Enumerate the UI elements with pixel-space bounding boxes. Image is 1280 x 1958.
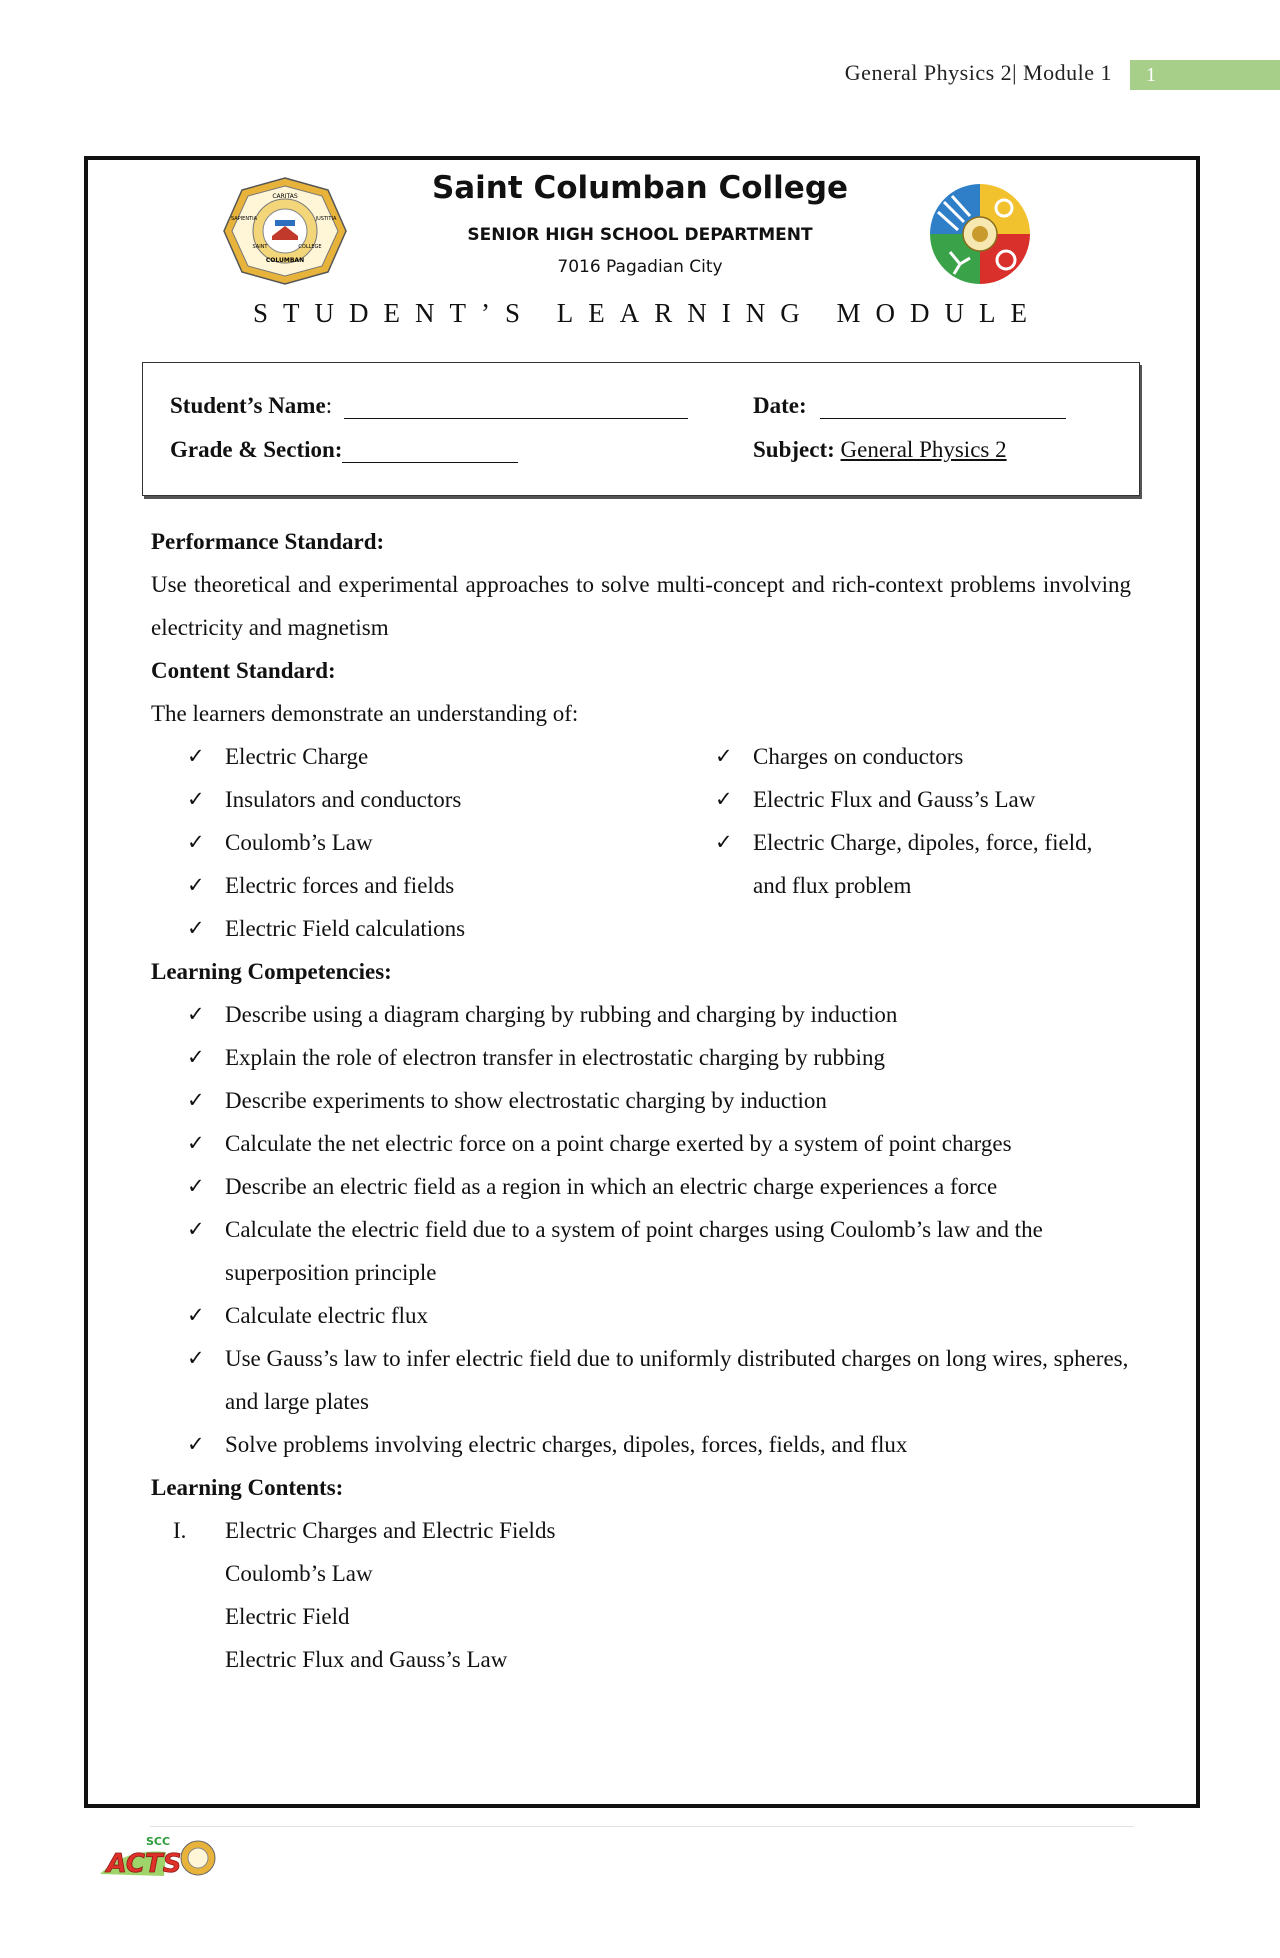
list-item: ✓ Solve problems involving electric charges, dipoles, forces, fields, and flux: [151, 1423, 1131, 1466]
content-standard-intro: The learners demonstrate an understanding of:: [151, 701, 579, 726]
checkmark-icon: ✓: [187, 1088, 205, 1112]
checkmark-icon: ✓: [715, 830, 733, 854]
list-item: ✓ Electric forces and fields: [151, 864, 679, 907]
student-name-label: Student’s Name: [170, 393, 326, 418]
scc-acts-logo: [96, 1832, 218, 1880]
seal-text-right: JUSTITIA: [315, 216, 337, 222]
footer-logo-small-text: SCC: [145, 1835, 171, 1848]
list-item: ✓ Describe experiments to show electrostatic charging by induction: [151, 1079, 1131, 1122]
checkmark-icon: ✓: [187, 916, 205, 940]
list-item: ✓ Explain the role of electron transfer in electrostatic charging by rubbing: [151, 1036, 1131, 1079]
checkmark-icon: ✓: [187, 1045, 205, 1069]
page-number: 1: [1130, 60, 1280, 90]
checkmark-icon: ✓: [187, 1002, 205, 1026]
content-standard-list: [151, 735, 1131, 950]
school-address: 7016 Pagadian City: [557, 257, 723, 277]
learning-contents-title: Learning Contents:: [151, 1475, 344, 1500]
grade-section-row: [170, 437, 518, 463]
performance-standard-title: Performance Standard:: [151, 529, 385, 554]
checkmark-icon: ✓: [187, 873, 205, 897]
grade-section-label: Grade & Section:: [170, 437, 343, 462]
checkmark-icon: ✓: [187, 1217, 205, 1241]
learning-contents-subtopic: Coulomb’s Law: [225, 1561, 373, 1586]
list-item: ✓ Use Gauss’s law to infer electric field due to uniformly distributed charges on long wires, spheres, and large plates: [151, 1337, 1131, 1423]
learning-contents-subtopic: Electric Flux and Gauss’s Law: [225, 1647, 508, 1672]
checkmark-icon: ✓: [715, 744, 733, 768]
seal-text-top: CARITAS: [272, 193, 298, 200]
content-standard-right-column: [679, 735, 1119, 950]
list-item: ✓ Coulomb’s Law: [151, 821, 679, 864]
student-name-separator: :: [325, 393, 333, 418]
learning-competencies-list: [151, 993, 1131, 1466]
list-item: ✓ Electric Charge, dipoles, force, field, and flux problem: [679, 821, 1119, 907]
list-item: ✓ Electric Field calculations: [151, 907, 679, 950]
checkmark-icon: ✓: [187, 830, 205, 854]
seal-text-inner: SAINT: [252, 244, 268, 250]
list-item: ✓ Electric Flux and Gauss’s Law: [679, 778, 1119, 821]
checkmark-icon: ✓: [187, 1303, 205, 1327]
running-header: General Physics 2| Module 1: [844, 60, 1112, 85]
roman-numeral: I.: [173, 1518, 187, 1543]
list-item: ✓ Calculate the electric field due to a system of point charges using Coulomb’s law and the superposition principle: [151, 1208, 1131, 1294]
list-item: ✓ Calculate the net electric force on a point charge exerted by a system of point charges: [151, 1122, 1131, 1165]
checkmark-icon: ✓: [187, 787, 205, 811]
department-name: SENIOR HIGH SCHOOL DEPARTMENT: [467, 225, 813, 245]
seal-text-bottom: COLUMBAN: [265, 257, 305, 264]
learning-contents-subtopic: Electric Field: [225, 1604, 350, 1629]
date-row: [753, 393, 1066, 419]
seal-text-left: SAPIENTIA: [230, 216, 258, 222]
date-label: Date:: [753, 393, 807, 418]
subject-label: Subject:: [753, 437, 835, 462]
list-item: ✓ Describe using a diagram charging by rubbing and charging by induction: [151, 993, 1131, 1036]
learning-competencies-title: Learning Competencies:: [151, 959, 392, 984]
subject-row: [753, 437, 1007, 463]
list-item: ✓ Charges on conductors: [679, 735, 1119, 778]
list-item: ✓ Describe an electric field as a region in which an electric charge experiences a force: [151, 1165, 1131, 1208]
checkmark-icon: ✓: [187, 1432, 205, 1456]
footer-logo-text: ACTS: [106, 1849, 182, 1879]
footer-divider: [150, 1826, 1134, 1827]
list-item: ✓ Electric Charge: [151, 735, 679, 778]
checkmark-icon: ✓: [187, 1346, 205, 1370]
student-info-box: [142, 362, 1140, 496]
checkmark-icon: ✓: [715, 787, 733, 811]
checkmark-icon: ✓: [187, 1131, 205, 1155]
performance-standard-text: Use theoretical and experimental approaches to solve multi-concept and rich-context problems involving electricity and magnetism: [151, 572, 1131, 640]
student-name-row: [170, 393, 688, 419]
list-item: ✓ Calculate electric flux: [151, 1294, 1131, 1337]
module-title: STUDENT’S LEARNING MODULE: [253, 298, 1042, 328]
learning-contents-main-topic: I. Electric Charges and Electric Fields: [151, 1509, 1131, 1552]
checkmark-icon: ✓: [187, 744, 205, 768]
seal-text-lower: COLLEGE: [298, 244, 322, 250]
content-standard-left-column: [151, 735, 679, 950]
grade-section-field[interactable]: [342, 438, 518, 463]
module-content: [151, 520, 1131, 1681]
list-item: ✓ Insulators and conductors: [151, 778, 679, 821]
content-standard-title: Content Standard:: [151, 658, 336, 683]
college-name: Saint Columban College: [431, 170, 849, 206]
subject-value: General Physics 2: [840, 437, 1007, 462]
checkmark-icon: ✓: [187, 1174, 205, 1198]
student-name-field[interactable]: [344, 394, 688, 419]
date-field[interactable]: [820, 394, 1066, 419]
